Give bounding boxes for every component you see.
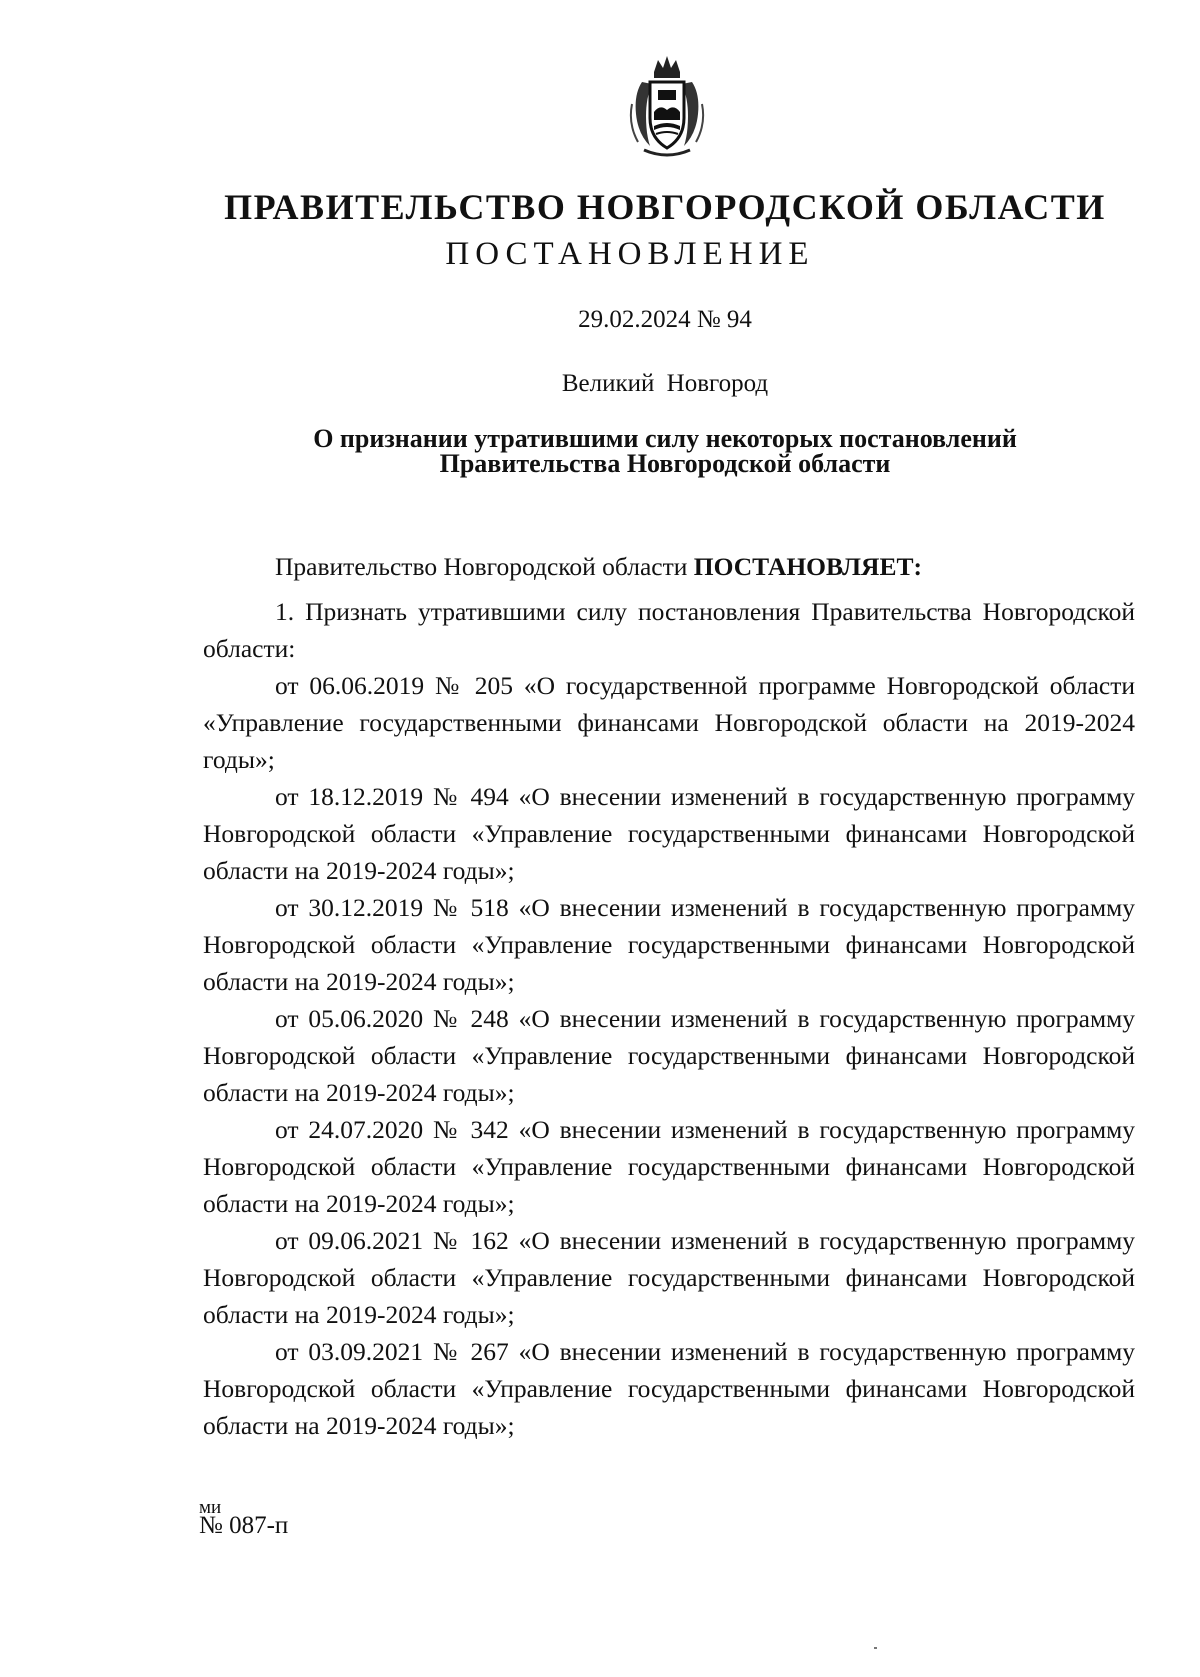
footer-reference	[199, 1497, 289, 1539]
list-item: от 18.12.2019 № 494 «О внесении изменений в государственную программу Новгородской области «Управление государственными финансами Новгородской области на 2019-2024 годы»;	[203, 782, 1135, 885]
list-item: от 30.12.2019 № 518 «О внесении изменений в государственную программу Новгородской области «Управление государственными финансами Новгородской области на 2019-2024 годы»;	[203, 893, 1135, 996]
list-item: от 03.09.2021 № 267 «О внесении изменений в государственную программу Новгородской области «Управление государственными финансами Новгородской области на 2019-2024 годы»;	[203, 1337, 1135, 1440]
document-subject	[0, 426, 1200, 476]
preamble-text: Правительство Новгородской области	[275, 552, 694, 581]
document-code: № 087-п	[199, 1512, 289, 1539]
executor-initials: ми	[199, 1497, 222, 1518]
government-title: ПРАВИТЕЛЬСТВО НОВГОРОДСКОЙ ОБЛАСТИ	[224, 187, 1106, 227]
subject-line-1: О признании утратившими силу некоторых постановлений	[313, 424, 1017, 453]
list-item: от 05.06.2020 № 248 «О внесении изменений в государственную программу Новгородской области «Управление государственными финансами Новгородской области на 2019-2024 годы»;	[203, 1004, 1135, 1107]
document-body	[203, 548, 1135, 1444]
document-type: ПОСТАНОВЛЕНИЕ	[445, 236, 815, 272]
document-date-number: 29.02.2024 № 94	[578, 306, 752, 333]
scan-artifact	[874, 1647, 877, 1649]
subject-line-2: Правительства Новгородской области	[439, 449, 891, 478]
list-item: от 06.06.2019 № 205 «О государственной программе Новгородской области «Управление государственными финансами Новгородской области на 2019-2024 годы»;	[203, 671, 1135, 774]
preamble	[203, 548, 1135, 585]
coat-of-arms-icon	[624, 54, 710, 162]
preamble-decree: ПОСТАНОВЛЯЕТ:	[693, 552, 922, 581]
list-item: от 09.06.2021 № 162 «О внесении изменений в государственную программу Новгородской области «Управление государственными финансами Новгородской области на 2019-2024 годы»;	[203, 1226, 1135, 1329]
clause-1: 1. Признать утратившими силу постановления Правительства Новгородской области:	[203, 597, 1135, 663]
city-name: Великий Новгород	[561, 370, 769, 397]
list-item: от 24.07.2020 № 342 «О внесении изменений в государственную программу Новгородской области «Управление государственными финансами Новгородской области на 2019-2024 годы»;	[203, 1115, 1135, 1218]
